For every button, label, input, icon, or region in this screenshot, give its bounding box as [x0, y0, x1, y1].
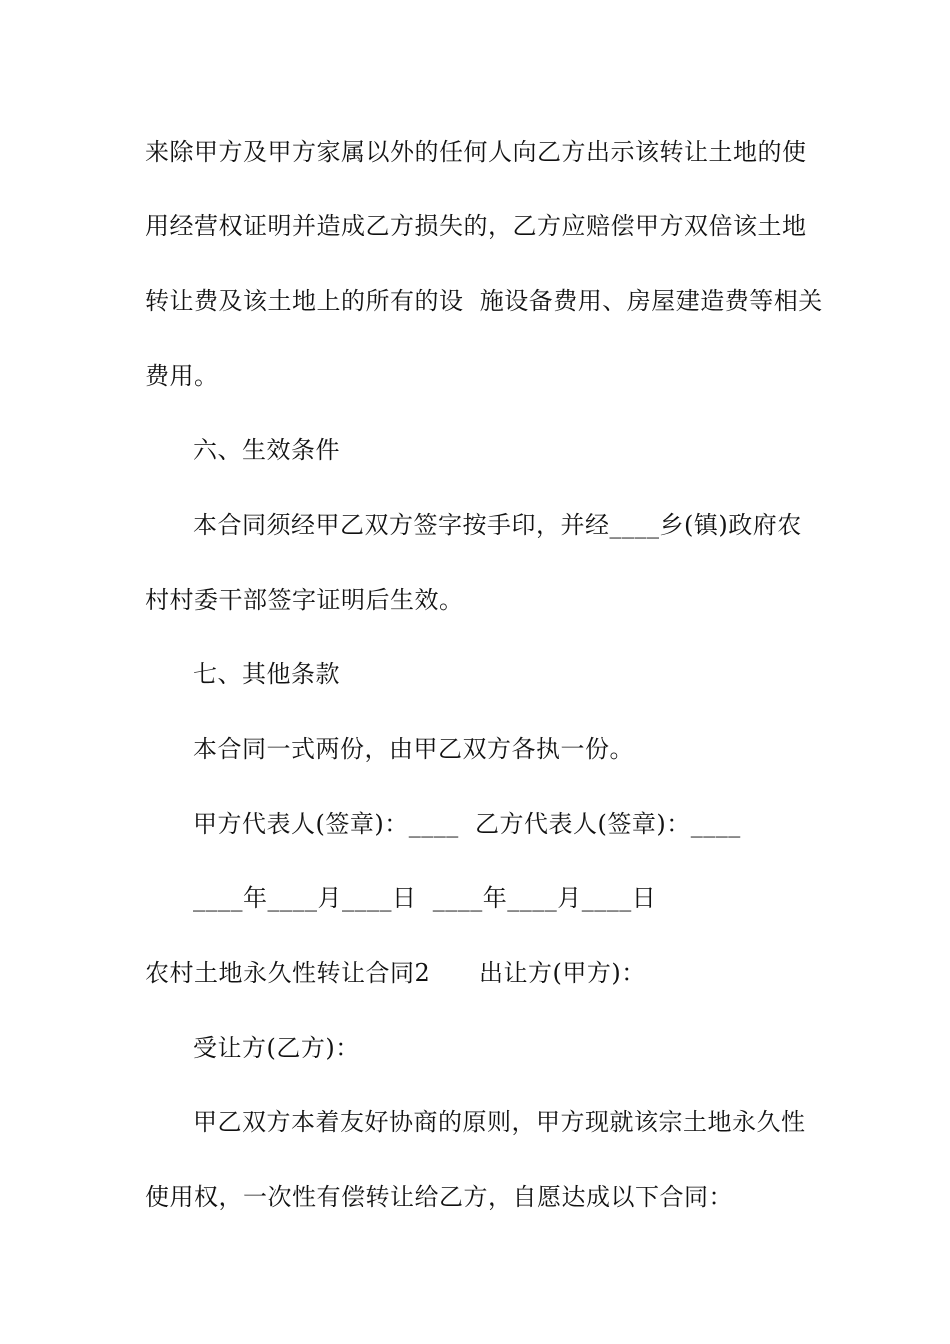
intro-line-1: 甲乙双方本着友好协商的原则，甲方现就该宗土地永久性	[193, 1108, 806, 1136]
contract-title-and-transferor: 农村土地永久性转让合同2 出让方(甲方)：	[145, 959, 646, 987]
paragraph-effect-line-2: 村村委干部签字证明后生效。	[145, 586, 464, 614]
paragraph-line-2: 用经营权证明并造成乙方损失的，乙方应赔偿甲方双倍该土地	[145, 212, 807, 240]
transferee-line: 受让方(乙方)：	[193, 1034, 360, 1062]
paragraph-effect-line-1: 本合同须经甲乙双方签字按手印，并经____乡(镇)政府农	[193, 511, 802, 539]
signature-line: 甲方代表人(签章)：____ 乙方代表人(签章)：____	[193, 810, 741, 838]
paragraph-line-3: 转让费及该土地上的所有的设 施设备费用、房屋建造费等相关	[145, 287, 823, 315]
section-heading-7: 七、其他条款	[193, 660, 340, 688]
intro-line-2: 使用权，一次性有偿转让给乙方，自愿达成以下合同：	[145, 1183, 733, 1211]
section-heading-6: 六、生效条件	[193, 436, 340, 464]
paragraph-line-4: 费用。	[145, 362, 219, 390]
date-line: ____年____月____日 ____年____月____日	[193, 884, 657, 912]
paragraph-copies: 本合同一式两份，由甲乙双方各执一份。	[193, 735, 634, 763]
paragraph-line-1: 来除甲方及甲方家属以外的任何人向乙方出示该转让土地的使	[145, 138, 807, 166]
